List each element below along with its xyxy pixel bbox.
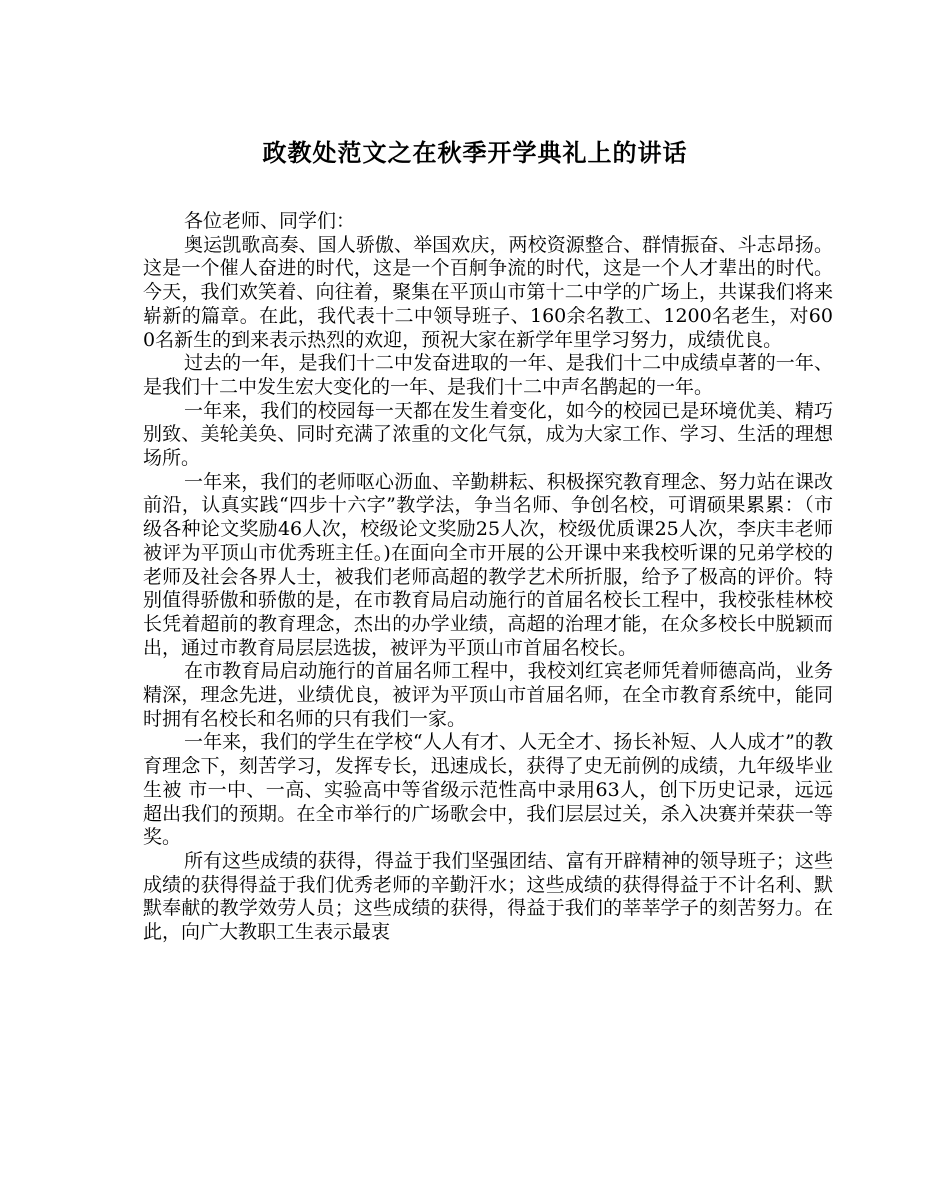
body-paragraph: 所有这些成绩的获得，得益于我们坚强团结、富有开辟精神的领导班子；这些成绩的获得得益于我们优秀老师的辛勤汗水；这些成绩的获得得益于不计名利、默默奉献的教学效劳人员；这些成绩的获得，得益于我们的莘莘学子的刻苦努力。在此，向广大教职工生表示最衷 <box>143 849 833 944</box>
body-paragraph: 一年来，我们的学生在学校“人人有才、人无全才、扬长补短、人人成才”的教育理念下，刻苦学习，发挥专长，迅速成长，获得了史无前例的成绩，九年级毕业生被 市一中、一高、实验高中等省级示范性高中录用63人，创下历史记录，远远超出我们的预期。在全市举行的广场歌会中，我们层层过关，杀入决赛并荣获一等奖。 <box>143 731 833 849</box>
body-paragraph: 一年来，我们的校园每一天都在发生着变化，如今的校园已是环境优美、精巧别致、美轮美奂、同时充满了浓重的文化气氛，成为大家工作、学习、生活的理想场所。 <box>143 399 833 470</box>
document-title: 政教处范文之在秋季开学典礼上的讲话 <box>262 139 688 167</box>
body-paragraph: 一年来，我们的老师呕心沥血、辛勤耕耘、积极探究教育理念、努力站在课改前沿，认真实践“四步十六字”教学法，争当名师、争创名校，可谓硕果累累：（市级各种论文奖励46人次，校级论文奖励25人次，校级优质课25人次，李庆丰老师被评为平顶山市优秀班主任。)在面向全市开展的公开课中来我校听课的兄弟学校的老师及社会各界人士，被我们老师高超的教学艺术所折服，给予了极高的评价。特别值得骄傲和骄傲的是，在市教育局启动施行的首届名校长工程中，我校张桂林校长凭着超前的教育理念，杰出的办学业绩，高超的治理才能，在众多校长中脱颖而出，通过市教育局层层选拔，被评为平顶山市首届名校长。 <box>143 470 833 659</box>
body-paragraph: 过去的一年，是我们十二中发奋进取的一年、是我们十二中成绩卓著的一年、是我们十二中发生宏大变化的一年、是我们十二中声名鹊起的一年。 <box>143 352 833 398</box>
salutation-paragraph: 各位老师、同学们： <box>184 210 356 232</box>
body-paragraph: 奥运凯歌高奏、国人骄傲、举国欢庆，两校资源整合、群情振奋、斗志昂扬。这是一个催人奋进的时代，这是一个百舸争流的时代，这是一个人才辈出的时代。今天，我们欢笑着、向往着，聚集在平顶山市第十二中学的广场上，共谋我们将来崭新的篇章。在此，我代表十二中领导班子、160余名教工、1200名老生，对600名新生的到来表示热烈的欢迎，预祝大家在新学年里学习努力，成绩优良。 <box>143 233 833 351</box>
document-body <box>143 210 833 945</box>
body-paragraph: 在市教育局启动施行的首届名师工程中，我校刘红宾老师凭着师德高尚，业务精深，理念先进，业绩优良，被评为平顶山市首届名师，在全市教育系统中，能同时拥有名校长和名师的只有我们一家。 <box>143 660 833 730</box>
